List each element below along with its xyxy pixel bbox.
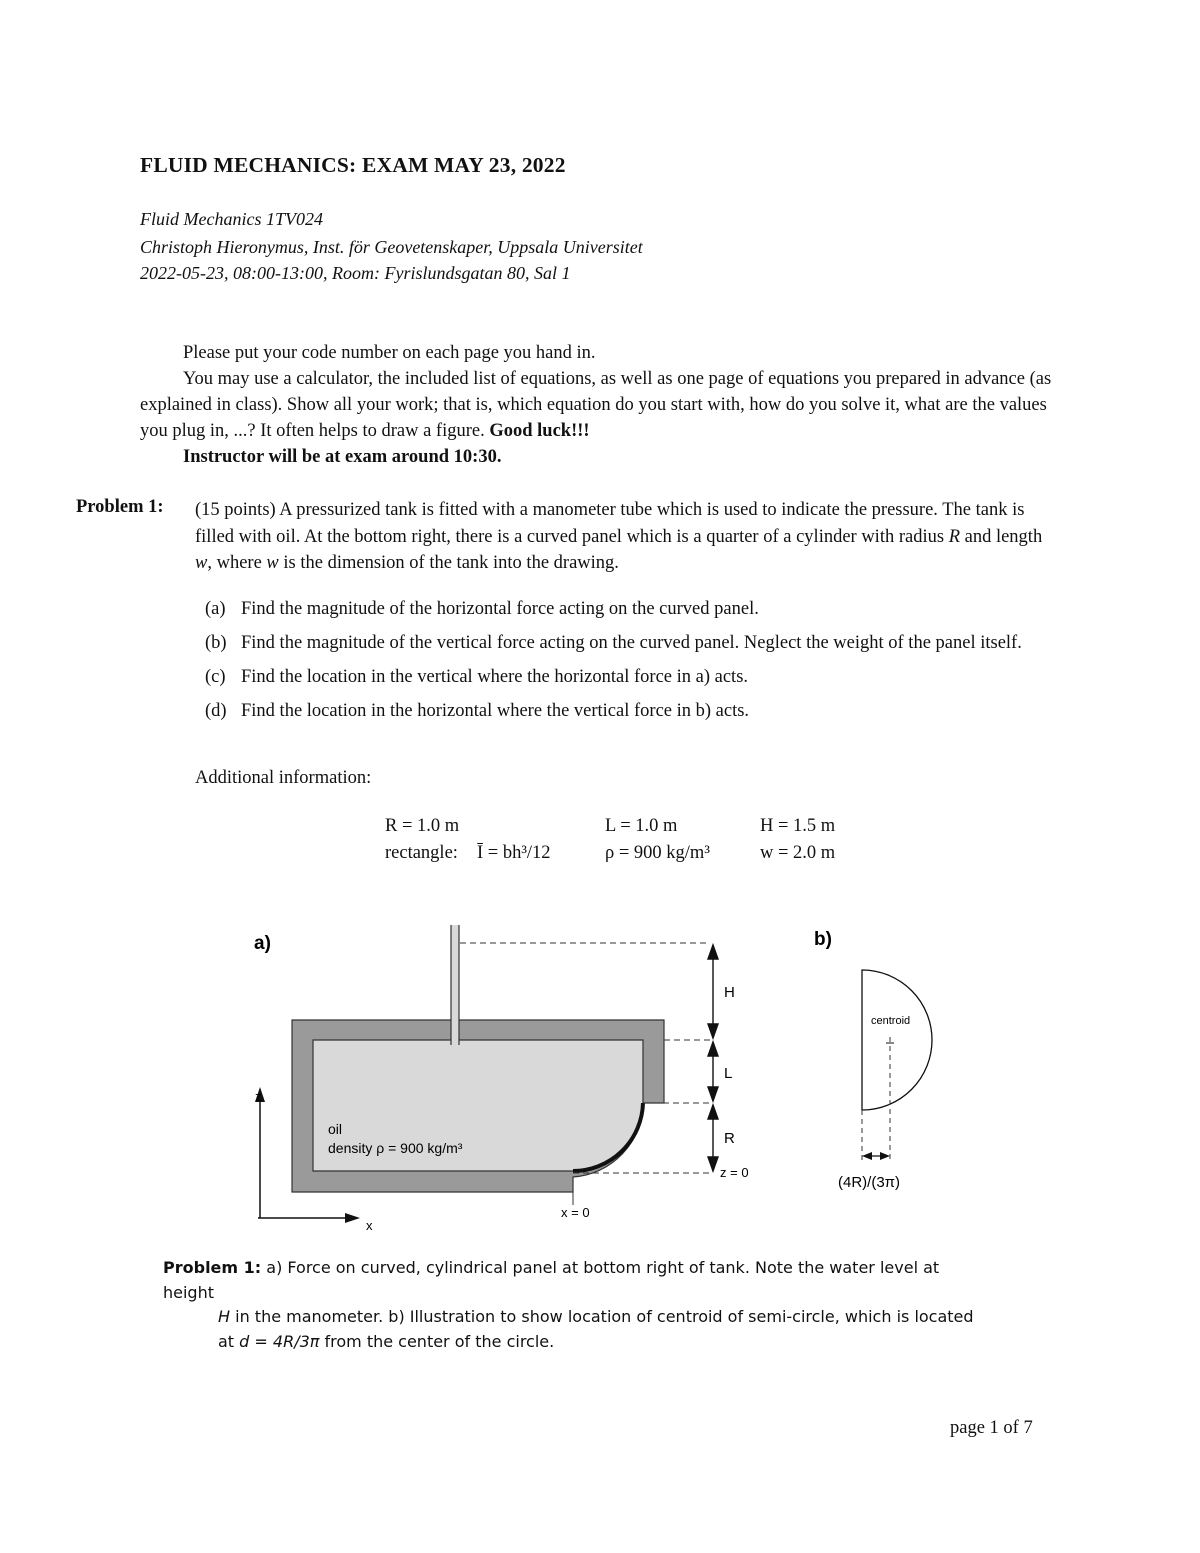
problem-figure [240,915,940,1235]
centroid-distance-label: (4R)/(3π) [838,1174,901,1191]
part-label: (a) [205,599,226,619]
problem-label: Problem 1: [76,497,164,517]
manometer-fluid [451,925,459,1045]
given-R: R = 1.0 m [385,816,460,836]
part-label: (d) [205,701,227,721]
instructor-note: Instructor will be at exam around 10:30. [183,447,502,467]
problem-statement [195,497,1060,577]
caption-centroid-formula: d = 4R/3π [239,1331,320,1351]
given-H: H = 1.5 m [760,816,836,836]
part-text: Find the magnitude of the horizontal force acting on the curved panel. [241,599,759,619]
given-rho: ρ = 900 kg/m³ [605,843,710,863]
arrowhead-right [880,1152,890,1160]
caption-text: from the center of the circle. [319,1331,555,1351]
instruction-allowed-aids [140,366,1060,444]
problem-parts [205,596,1065,732]
z-zero-label: z = 0 [720,1165,749,1180]
part-b [205,630,1065,657]
centroid-label: centroid [871,1015,911,1027]
part-text: Find the location in the horizontal where the vertical force in b) acts. [241,701,750,721]
instruction-code-number: Please put your code number on each page you hand in. [183,343,596,363]
semicircle [862,970,932,1110]
arrowhead-left [862,1152,872,1160]
given-rect-label: rectangle: [385,843,458,863]
instructor-line: Christoph Hieronymus, Inst. för Geovetenskaper, Uppsala Universitet [140,237,643,257]
z-axis-label: z [255,1089,262,1104]
var-w: w [266,553,279,573]
part-label: (b) [205,633,227,653]
figure-caption [163,1256,983,1354]
dimension-arrows [708,945,718,1171]
dim-R-label: R [724,1130,735,1147]
caption-text: at [218,1331,240,1351]
given-I: Ī = bh³/12 [477,843,551,863]
given-L: L = 1.0 m [605,816,678,836]
instructions [140,340,1060,470]
exam-title: FLUID MECHANICS: EXAM MAY 23, 2022 [140,153,566,177]
part-text: Find the location in the vertical where the horizontal force in a) acts. [241,667,749,687]
additional-info-label: Additional information: [195,768,372,788]
problem-text: , where [207,553,267,573]
density-label: density ρ = 900 kg/m³ [328,1140,463,1156]
x-axis-label: x [366,1218,373,1233]
caption-label: Problem 1: [163,1258,262,1277]
exam-datetime: 2022-05-23, 08:00-13:00, Room: Fyrislundsgatan 80, Sal 1 [140,263,571,283]
dim-H-label: H [724,984,735,1001]
part-label: (c) [205,667,226,687]
fluid-label: oil [328,1121,343,1137]
x-axis-arrowhead [345,1213,360,1223]
problem-text: is the dimension of the tank into the drawing. [278,553,619,573]
caption-var-H: H [218,1307,231,1326]
instruction-text: You may use a calculator, the included list of equations, as well as one page of equations you prepared in advance (as explained in class). Show all your work; that is, which equation do you start with, how do you solve it, what are the values you plug in, ...? It often helps to draw a figure. [140,369,1052,441]
part-d [205,698,1065,725]
good-luck-text: Good luck!!! [489,421,590,441]
caption-text: a) Force on curved, cylindrical panel at bottom right of tank. Note the water level at height [163,1258,940,1302]
var-R: R [948,526,960,547]
problem-text: A pressurized tank is fitted with a manometer tube which is used to indicate the pressure. The tank is filled with oil. At the bottom right, there is a curved panel which is a quarter of a cylinder with radius [195,500,1025,547]
dim-L-label: L [724,1065,733,1082]
part-text: Find the magnitude of the vertical force acting on the curved panel. Neglect the weight of the panel itself. [241,633,1022,653]
part-a [205,596,1065,623]
given-w: w = 2.0 m [760,843,836,863]
caption-text: in the manometer. b) Illustration to show location of centroid of semi-circle, which is located [230,1307,974,1326]
part-c [205,664,1065,691]
figure-label-a: a) [254,933,271,954]
var-w: w [195,553,208,573]
figure-label-b: b) [814,929,832,950]
course-name: Fluid Mechanics 1TV024 [140,209,323,229]
page-number: page 1 of 7 [950,1418,1033,1438]
problem-points: (15 points) [195,500,276,520]
x-zero-label: x = 0 [561,1205,590,1220]
problem-text: and length [960,526,1043,547]
